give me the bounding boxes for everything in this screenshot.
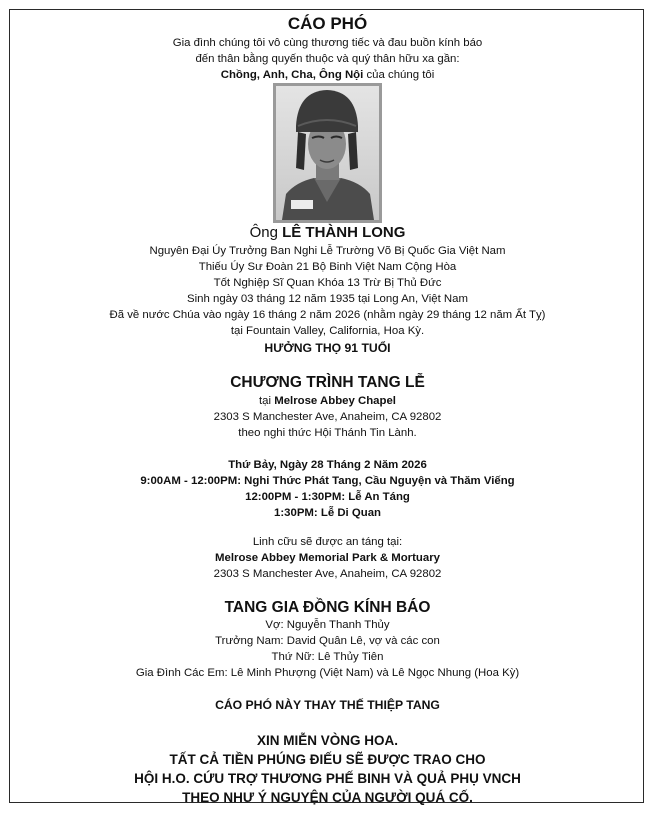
family-member: Thứ Nữ: Lê Thủy Tiên (271, 651, 384, 663)
schedule-time: 1:30PM: (274, 507, 321, 519)
family-member: Trưởng Nam: David Quân Lê, vợ và các con (215, 635, 440, 647)
bio-line: Thiếu Úy Sư Đoàn 21 Bộ Binh Việt Nam Cộng Hòa (198, 261, 457, 273)
bio-line: Đã về nước Chúa vào ngày 16 tháng 2 năm 2026 (nhằm ngày 29 tháng 12 năm Ất Tỵ) (109, 309, 546, 321)
relations-suffix: của chúng tôi (363, 69, 435, 81)
schedule-time: 12:00PM - 1:30PM: (245, 491, 349, 503)
title: CÁO PHÓ (287, 14, 368, 33)
relations: Chồng, Anh, Cha, Ông Nội (220, 69, 364, 81)
venue-line (0, 396, 655, 407)
closing-line: THEO NHƯ Ý NGUYỆN CỦA NGƯỜI QUÁ CỐ. (182, 790, 473, 805)
family-member: Gia Đình Các Em: Lê Minh Phượng (Việt Nam) và Lê Ngọc Nhung (Hoa Kỳ) (135, 667, 520, 679)
honorific: Ông (249, 224, 283, 241)
bio-line: tại Fountain Valley, California, Hoa Kỳ. (230, 325, 425, 337)
portrait-photo (273, 83, 382, 223)
closing-line: TẤT CẢ TIỀN PHÚNG ĐIẾU SẼ ĐƯỢC TRAO CHO (169, 752, 486, 767)
portrait-image (276, 86, 379, 220)
schedule-item (0, 476, 655, 487)
schedule-event: Nghi Thức Phát Tang, Cầu Nguyện và Thăm Viếng (244, 475, 515, 487)
rite-line: theo nghi thức Hội Thánh Tin Lành. (238, 427, 417, 439)
family-heading: TANG GIA ĐỒNG KÍNH BÁO (224, 599, 431, 616)
intro-line-2: đến thân bằng quyến thuộc và quý thân hữu xa gần: (195, 53, 460, 65)
schedule-event: Lễ An Táng (348, 491, 410, 503)
bio-line: Nguyên Đại Úy Trưởng Ban Nghi Lễ Trường Võ Bị Quốc Gia Việt Nam (149, 245, 506, 257)
family-member: Vợ: Nguyễn Thanh Thủy (265, 619, 390, 631)
deceased-name-line (0, 225, 655, 240)
closing-line: XIN MIỄN VÒNG HOA. (256, 733, 398, 748)
schedule-item (0, 492, 655, 503)
intro-line-1: Gia đình chúng tôi vô cùng thương tiếc và đau buồn kính báo (172, 37, 483, 49)
age-line: HƯỞNG THỌ 91 TUỔI (264, 341, 391, 355)
deceased-name: LÊ THÀNH LONG (282, 224, 406, 241)
bio-line: Tốt Nghiệp Sĩ Quan Khóa 13 Trừ Bị Thủ Đức (213, 277, 442, 289)
program-heading: CHƯƠNG TRÌNH TANG LỄ (230, 374, 425, 391)
bio-line: Sinh ngày 03 tháng 12 năm 1935 tại Long An, Việt Nam (187, 293, 468, 305)
venue-address: 2303 S Manchester Ave, Anaheim, CA 92802 (213, 411, 442, 423)
service-date: Thứ Bảy, Ngày 28 Tháng 2 Năm 2026 (228, 459, 427, 471)
burial-intro: Linh cữu sẽ được an táng tại: (252, 536, 403, 548)
venue-prefix: tại (259, 395, 275, 407)
schedule-time: 9:00AM - 12:00PM: (140, 475, 245, 487)
schedule-event: Lễ Di Quan (320, 507, 381, 519)
venue-name: Melrose Abbey Chapel (274, 395, 396, 407)
notice: CÁO PHÓ NÀY THAY THẾ THIỆP TANG (215, 698, 440, 712)
relations-line (0, 70, 655, 81)
burial-address: 2303 S Manchester Ave, Anaheim, CA 92802 (213, 568, 442, 580)
burial-place: Melrose Abbey Memorial Park & Mortuary (215, 552, 440, 564)
closing-line: HỘI H.O. CỨU TRỢ THƯƠNG PHẾ BINH VÀ QUẢ PHỤ VNCH (134, 771, 521, 786)
schedule-item (0, 508, 655, 519)
